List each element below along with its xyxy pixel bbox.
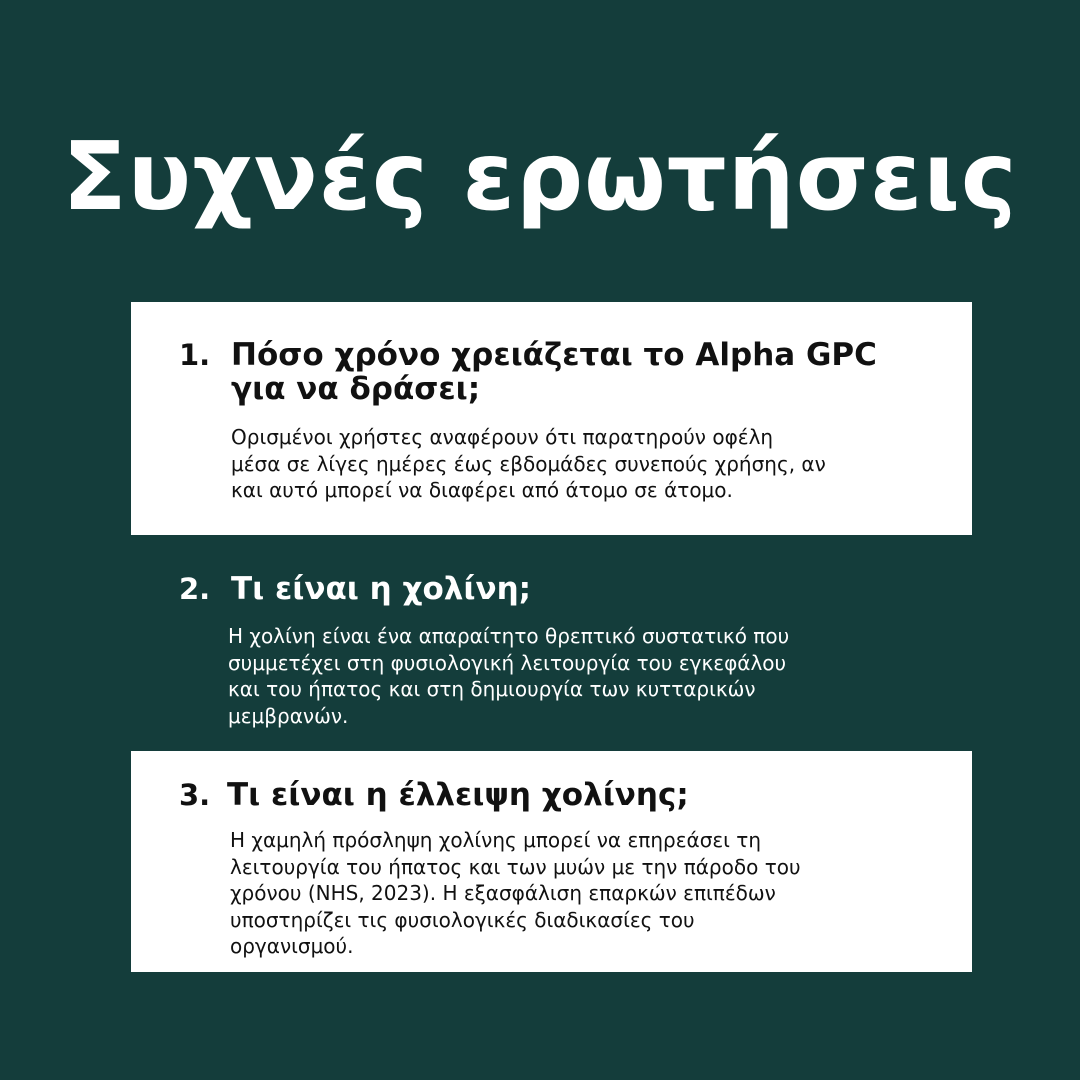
faq-2-number: 2. <box>179 572 211 606</box>
faq-2-answer: Η χολίνη είναι ένα απαραίτητο θρεπτικό συστατικό που συμμετέχει στη φυσιολογική λειτουργία του εγκεφάλου και του ήπατος και στη δημιουργία των κυτταρικών μεμβρανών. <box>228 624 790 728</box>
faq-2-question: Τι είναι η χολίνη; <box>231 571 532 607</box>
faq-item-1 <box>131 302 972 535</box>
faq-3-number: 3. <box>179 778 211 812</box>
faq-1-question: Πόσο χρόνο χρειάζεται το Alpha GPC για να δράσει; <box>231 337 877 407</box>
faq-3-answer: Η χαμηλή πρόσληψη χολίνης μπορεί να επηρεάσει τη λειτουργία του ήπατος και των μυών με την πάροδο του χρόνου (NHS, 2023). Η εξασφάλιση επαρκών επιπέδων υποστηρίζει τις φυσιολογικές διαδικασίες του οργανισμού. <box>230 828 801 958</box>
faq-item-3 <box>131 751 972 972</box>
faq-3-question: Τι είναι η έλλειψη χολίνης; <box>227 777 689 813</box>
faq-1-number: 1. <box>179 338 211 372</box>
faq-item-2 <box>131 556 972 746</box>
faq-1-answer: Ορισμένοι χρήστες αναφέρουν ότι παρατηρούν οφέλη μέσα σε λίγες ημέρες έως εβδομάδες συνεπούς χρήσης, αν και αυτό μπορεί να διαφέρει από άτομο σε άτομο. <box>231 425 826 502</box>
page-title: Συχνές ερωτήσεις <box>62 123 1018 232</box>
